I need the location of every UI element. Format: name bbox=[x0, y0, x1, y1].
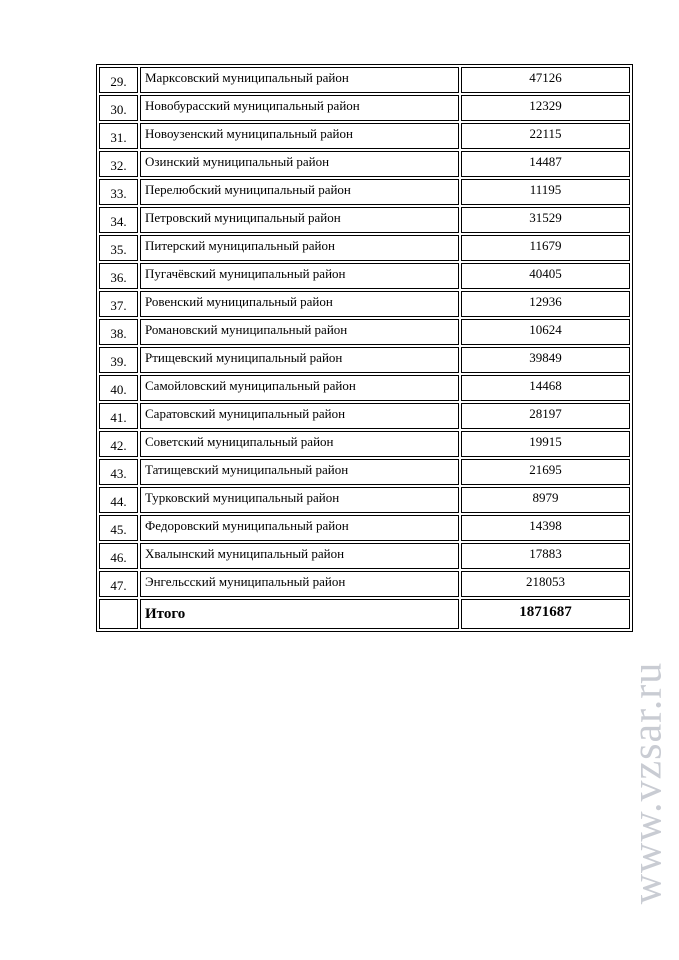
row-number: 35. bbox=[99, 235, 138, 261]
table-row bbox=[99, 431, 630, 457]
district-name: Турковский муниципальный район bbox=[140, 487, 459, 513]
district-name: Ртищевский муниципальный район bbox=[140, 347, 459, 373]
table-row bbox=[99, 207, 630, 233]
row-number: 45. bbox=[99, 515, 138, 541]
district-value: 22115 bbox=[461, 123, 630, 149]
district-value: 17883 bbox=[461, 543, 630, 569]
table-row bbox=[99, 95, 630, 121]
district-value: 14398 bbox=[461, 515, 630, 541]
district-name: Советский муниципальный район bbox=[140, 431, 459, 457]
district-name: Марксовский муниципальный район bbox=[140, 67, 459, 93]
table-row bbox=[99, 375, 630, 401]
table-row bbox=[99, 319, 630, 345]
table-row bbox=[99, 151, 630, 177]
district-name: Ровенский муниципальный район bbox=[140, 291, 459, 317]
table-body bbox=[99, 67, 630, 629]
row-number: 38. bbox=[99, 319, 138, 345]
row-number: 32. bbox=[99, 151, 138, 177]
table-row bbox=[99, 123, 630, 149]
table-row bbox=[99, 403, 630, 429]
table-row bbox=[99, 571, 630, 597]
district-value: 10624 bbox=[461, 319, 630, 345]
row-number: 44. bbox=[99, 487, 138, 513]
district-value: 11679 bbox=[461, 235, 630, 261]
row-number: 39. bbox=[99, 347, 138, 373]
table-row bbox=[99, 347, 630, 373]
table-row bbox=[99, 515, 630, 541]
total-row bbox=[99, 599, 630, 629]
district-value: 14487 bbox=[461, 151, 630, 177]
districts-table bbox=[96, 64, 633, 632]
total-label: Итого bbox=[140, 599, 459, 629]
district-name: Новоузенский муниципальный район bbox=[140, 123, 459, 149]
row-number: 47. bbox=[99, 571, 138, 597]
district-name: Саратовский муниципальный район bbox=[140, 403, 459, 429]
district-name: Романовский муниципальный район bbox=[140, 319, 459, 345]
district-value: 8979 bbox=[461, 487, 630, 513]
row-number: 42. bbox=[99, 431, 138, 457]
table-row bbox=[99, 459, 630, 485]
total-value: 1871687 bbox=[461, 599, 630, 629]
district-value: 14468 bbox=[461, 375, 630, 401]
district-value: 218053 bbox=[461, 571, 630, 597]
row-number: 37. bbox=[99, 291, 138, 317]
district-value: 12936 bbox=[461, 291, 630, 317]
row-number: 41. bbox=[99, 403, 138, 429]
row-number: 46. bbox=[99, 543, 138, 569]
table-row bbox=[99, 179, 630, 205]
watermark-text: www.vzsar.ru bbox=[624, 661, 670, 904]
table-row bbox=[99, 291, 630, 317]
district-name: Озинский муниципальный район bbox=[140, 151, 459, 177]
district-name: Пугачёвский муниципальный район bbox=[140, 263, 459, 289]
district-name: Питерский муниципальный район bbox=[140, 235, 459, 261]
row-number: 29. bbox=[99, 67, 138, 93]
total-number bbox=[99, 599, 138, 629]
district-value: 31529 bbox=[461, 207, 630, 233]
district-name: Федоровский муниципальный район bbox=[140, 515, 459, 541]
table-row bbox=[99, 543, 630, 569]
row-number: 33. bbox=[99, 179, 138, 205]
district-value: 40405 bbox=[461, 263, 630, 289]
district-name: Хвалынский муниципальный район bbox=[140, 543, 459, 569]
district-value: 47126 bbox=[461, 67, 630, 93]
district-name: Новобурасский муниципальный район bbox=[140, 95, 459, 121]
row-number: 43. bbox=[99, 459, 138, 485]
table-row bbox=[99, 263, 630, 289]
district-value: 28197 bbox=[461, 403, 630, 429]
district-name: Перелюбский муниципальный район bbox=[140, 179, 459, 205]
row-number: 30. bbox=[99, 95, 138, 121]
district-value: 39849 bbox=[461, 347, 630, 373]
watermark bbox=[625, 620, 669, 945]
district-name: Самойловский муниципальный район bbox=[140, 375, 459, 401]
district-name: Татищевский муниципальный район bbox=[140, 459, 459, 485]
row-number: 31. bbox=[99, 123, 138, 149]
district-name: Энгельсский муниципальный район bbox=[140, 571, 459, 597]
district-value: 19915 bbox=[461, 431, 630, 457]
district-name: Петровский муниципальный район bbox=[140, 207, 459, 233]
row-number: 36. bbox=[99, 263, 138, 289]
row-number: 40. bbox=[99, 375, 138, 401]
table-row bbox=[99, 487, 630, 513]
table-row bbox=[99, 67, 630, 93]
district-value: 12329 bbox=[461, 95, 630, 121]
district-value: 21695 bbox=[461, 459, 630, 485]
row-number: 34. bbox=[99, 207, 138, 233]
district-value: 11195 bbox=[461, 179, 630, 205]
table-row bbox=[99, 235, 630, 261]
